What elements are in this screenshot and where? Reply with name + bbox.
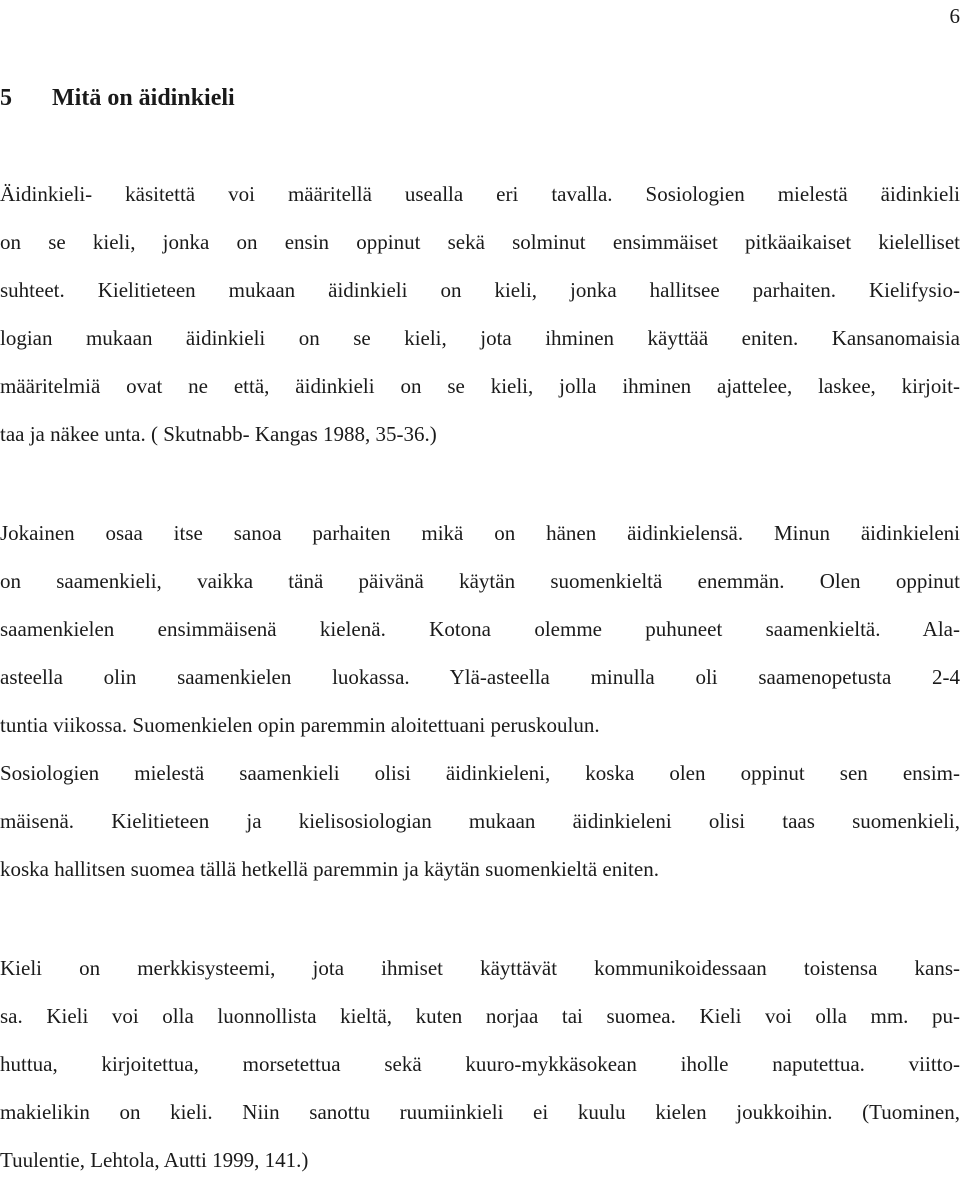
- paragraph-line: Äidinkieli- käsitettä voi määritellä usealla eri tavalla. Sosiologien mielestä äidinkieli: [0, 170, 960, 218]
- section-title: Mitä on äidinkieli: [52, 85, 235, 111]
- paragraph-line: huttua, kirjoitettua, morsetettua sekä kuuro-mykkäsokean iholle naputettua. viitto-: [0, 1040, 960, 1088]
- paragraph-line: mäisenä. Kielitieteen ja kielisosiologian mukaan äidinkieleni olisi taas suomenkieli,: [0, 797, 960, 845]
- paragraph-language-system: [0, 944, 960, 1184]
- paragraph-line: makielikin on kieli. Niin sanottu ruumiinkieli ei kuulu kielen joukkoihin. (Tuominen,: [0, 1088, 960, 1136]
- paragraph-line: määritelmiä ovat ne että, äidinkieli on se kieli, jolla ihminen ajattelee, laskee, kirjoit-: [0, 362, 960, 410]
- paragraph-line: Jokainen osaa itse sanoa parhaiten mikä on hänen äidinkielensä. Minun äidinkieleni: [0, 509, 960, 557]
- section-heading: [0, 84, 235, 112]
- paragraph-personal: [0, 509, 960, 893]
- page-number: 6: [950, 4, 960, 28]
- paragraph-line: on se kieli, jonka on ensin oppinut sekä solminut ensimmäiset pitkäaikaiset kielelliset: [0, 218, 960, 266]
- section-number: 5: [0, 84, 52, 112]
- paragraph-line: Sosiologien mielestä saamenkieli olisi äidinkieleni, koska olen oppinut sen ensim-: [0, 749, 960, 797]
- paragraph-line: taa ja näkee unta. ( Skutnabb- Kangas 1988, 35-36.): [0, 410, 960, 458]
- paragraph-line: sa. Kieli voi olla luonnollista kieltä, kuten norjaa tai suomea. Kieli voi olla mm. pu-: [0, 992, 960, 1040]
- paragraph-line: tuntia viikossa. Suomenkielen opin paremmin aloitettuani peruskoulun.: [0, 701, 960, 749]
- paragraph-line: koska hallitsen suomea tällä hetkellä paremmin ja käytän suomenkieltä eniten.: [0, 845, 960, 893]
- paragraph-line: Kieli on merkkisysteemi, jota ihmiset käyttävät kommunikoidessaan toistensa kans-: [0, 944, 960, 992]
- paragraph-line: saamenkielen ensimmäisenä kielenä. Kotona olemme puhuneet saamenkieltä. Ala-: [0, 605, 960, 653]
- paragraph-definitions: [0, 170, 960, 458]
- paragraph-line: asteella olin saamenkielen luokassa. Ylä-asteella minulla oli saamenopetusta 2-4: [0, 653, 960, 701]
- paragraph-line: suhteet. Kielitieteen mukaan äidinkieli on kieli, jonka hallitsee parhaiten. Kielifysio-: [0, 266, 960, 314]
- paragraph-line: Tuulentie, Lehtola, Autti 1999, 141.): [0, 1136, 960, 1184]
- paragraph-line: logian mukaan äidinkieli on se kieli, jota ihminen käyttää eniten. Kansanomaisia: [0, 314, 960, 362]
- paragraph-line: on saamenkieli, vaikka tänä päivänä käytän suomenkieltä enemmän. Olen oppinut: [0, 557, 960, 605]
